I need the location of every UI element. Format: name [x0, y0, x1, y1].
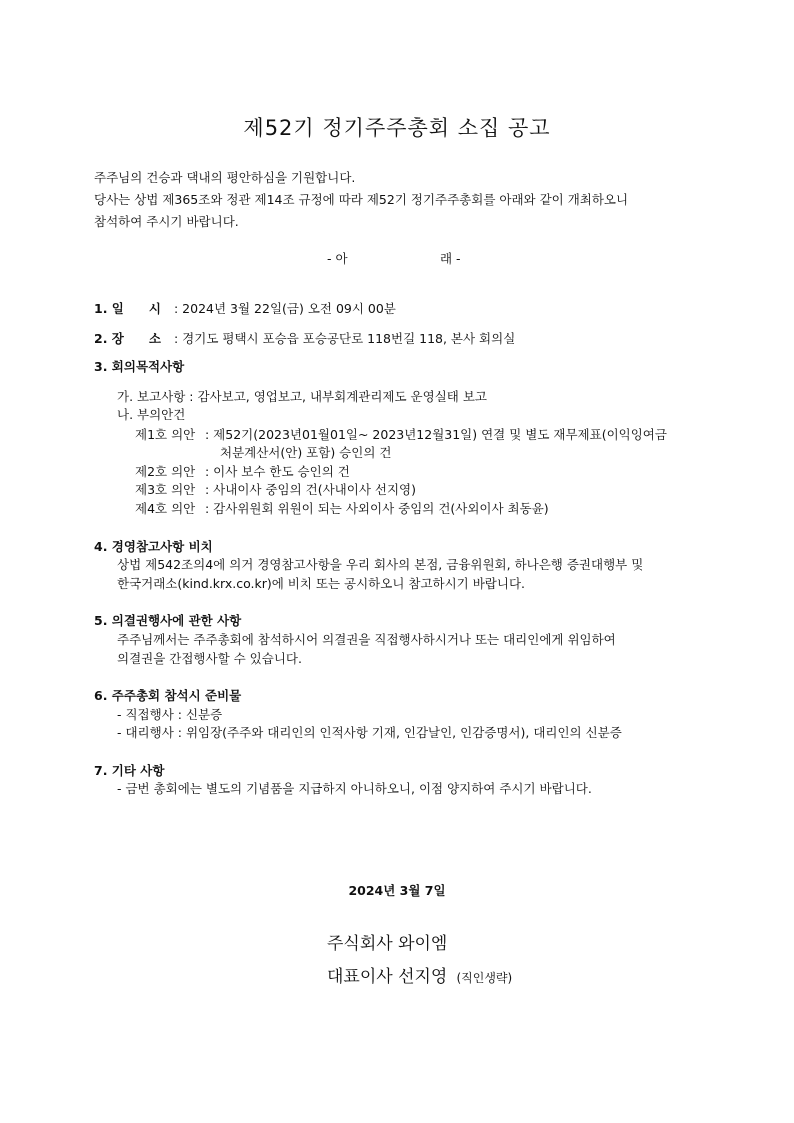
section-3-heading: 3. 회의목적사항	[94, 359, 185, 374]
section-4-line-2: 한국거래소(kind.krx.co.kr)에 비치 또는 공시하오니 참고하시기 바랍니다.	[117, 576, 526, 591]
notice-title: 제52기 정기주주총회 소집 공고	[243, 116, 551, 140]
section-4-heading: 4. 경영참고사항 비치	[94, 539, 213, 554]
notice-date: 2024년 3월 7일	[348, 883, 446, 898]
report-items: 가. 보고사항 : 감사보고, 영업보고, 내부회계관리제도 운영실태 보고	[117, 389, 487, 404]
section-4-line-1: 상법 제542조의4에 의거 경영참고사항을 우리 회사의 본점, 금융위원회, 하나은행 증권대행부 및	[117, 557, 644, 572]
section-1-value: : 2024년 3월 22일(금) 오전 09시 00분	[174, 301, 396, 316]
agenda-3-text: : 사내이사 중임의 건(사내이사 선지영)	[205, 482, 416, 497]
section-7-heading: 7. 기타 사항	[94, 763, 165, 778]
agenda-2-text: : 이사 보수 한도 승인의 건	[205, 464, 350, 479]
agenda-1-label: 제1호 의안	[135, 427, 196, 442]
section-7-line-1: - 금번 총회에는 별도의 기념품을 지급하지 아니하오니, 이점 양지하여 주시기 바랍니다.	[117, 781, 592, 796]
signature-block	[327, 962, 512, 987]
agenda-1-text-cont: 처분계산서(안) 포함) 승인의 건	[220, 445, 392, 460]
section-2-value: : 경기도 평택시 포승읍 포승공단로 118번길 118, 본사 회의실	[174, 331, 516, 346]
center-mark-right: 래 -	[440, 251, 461, 266]
seal-note: (직인생략)	[456, 971, 513, 985]
agenda-heading: 나. 부의안건	[117, 407, 186, 422]
intro-line-2: 당사는 상법 제365조와 정관 제14조 규정에 따라 제52기 정기주주총회를 아래와 같이 개최하오니	[94, 192, 629, 207]
intro-line-1: 주주님의 건승과 댁내의 평안하심을 기원합니다.	[94, 170, 356, 185]
section-5-line-2: 의결권을 간접행사할 수 있습니다.	[117, 651, 302, 666]
section-6-heading: 6. 주주총회 참석시 준비물	[94, 688, 242, 703]
agenda-2-label: 제2호 의안	[135, 464, 196, 479]
agenda-3-label: 제3호 의안	[135, 482, 196, 497]
agenda-4-label: 제4호 의안	[135, 501, 196, 516]
intro-line-3: 참석하여 주시기 바랍니다.	[94, 214, 239, 229]
section-1-label: 1. 일 시	[94, 301, 161, 316]
section-2-label: 2. 장 소	[94, 331, 161, 346]
company-name: 주식회사 와이엠	[327, 934, 448, 954]
section-5-heading: 5. 의결권행사에 관한 사항	[94, 613, 242, 628]
ceo-name: 대표이사 선지영	[327, 967, 448, 987]
section-6-line-2: - 대리행사 : 위임장(주주와 대리인의 인적사항 기재, 인감날인, 인감증명서), 대리인의 신분증	[117, 725, 622, 740]
section-5-line-1: 주주님께서는 주주총회에 참석하시어 의결권을 직접행사하시거나 또는 대리인에게 위임하여	[117, 632, 616, 647]
center-mark-left: - 아	[327, 251, 348, 266]
agenda-4-text: : 감사위원회 위원이 되는 사외이사 중임의 건(사외이사 최동윤)	[205, 501, 549, 516]
section-6-line-1: - 직접행사 : 신분증	[117, 707, 223, 722]
agenda-1-text: : 제52기(2023년01월01일~ 2023년12월31일) 연결 및 별도 재무제표(이익잉여금	[205, 427, 667, 442]
